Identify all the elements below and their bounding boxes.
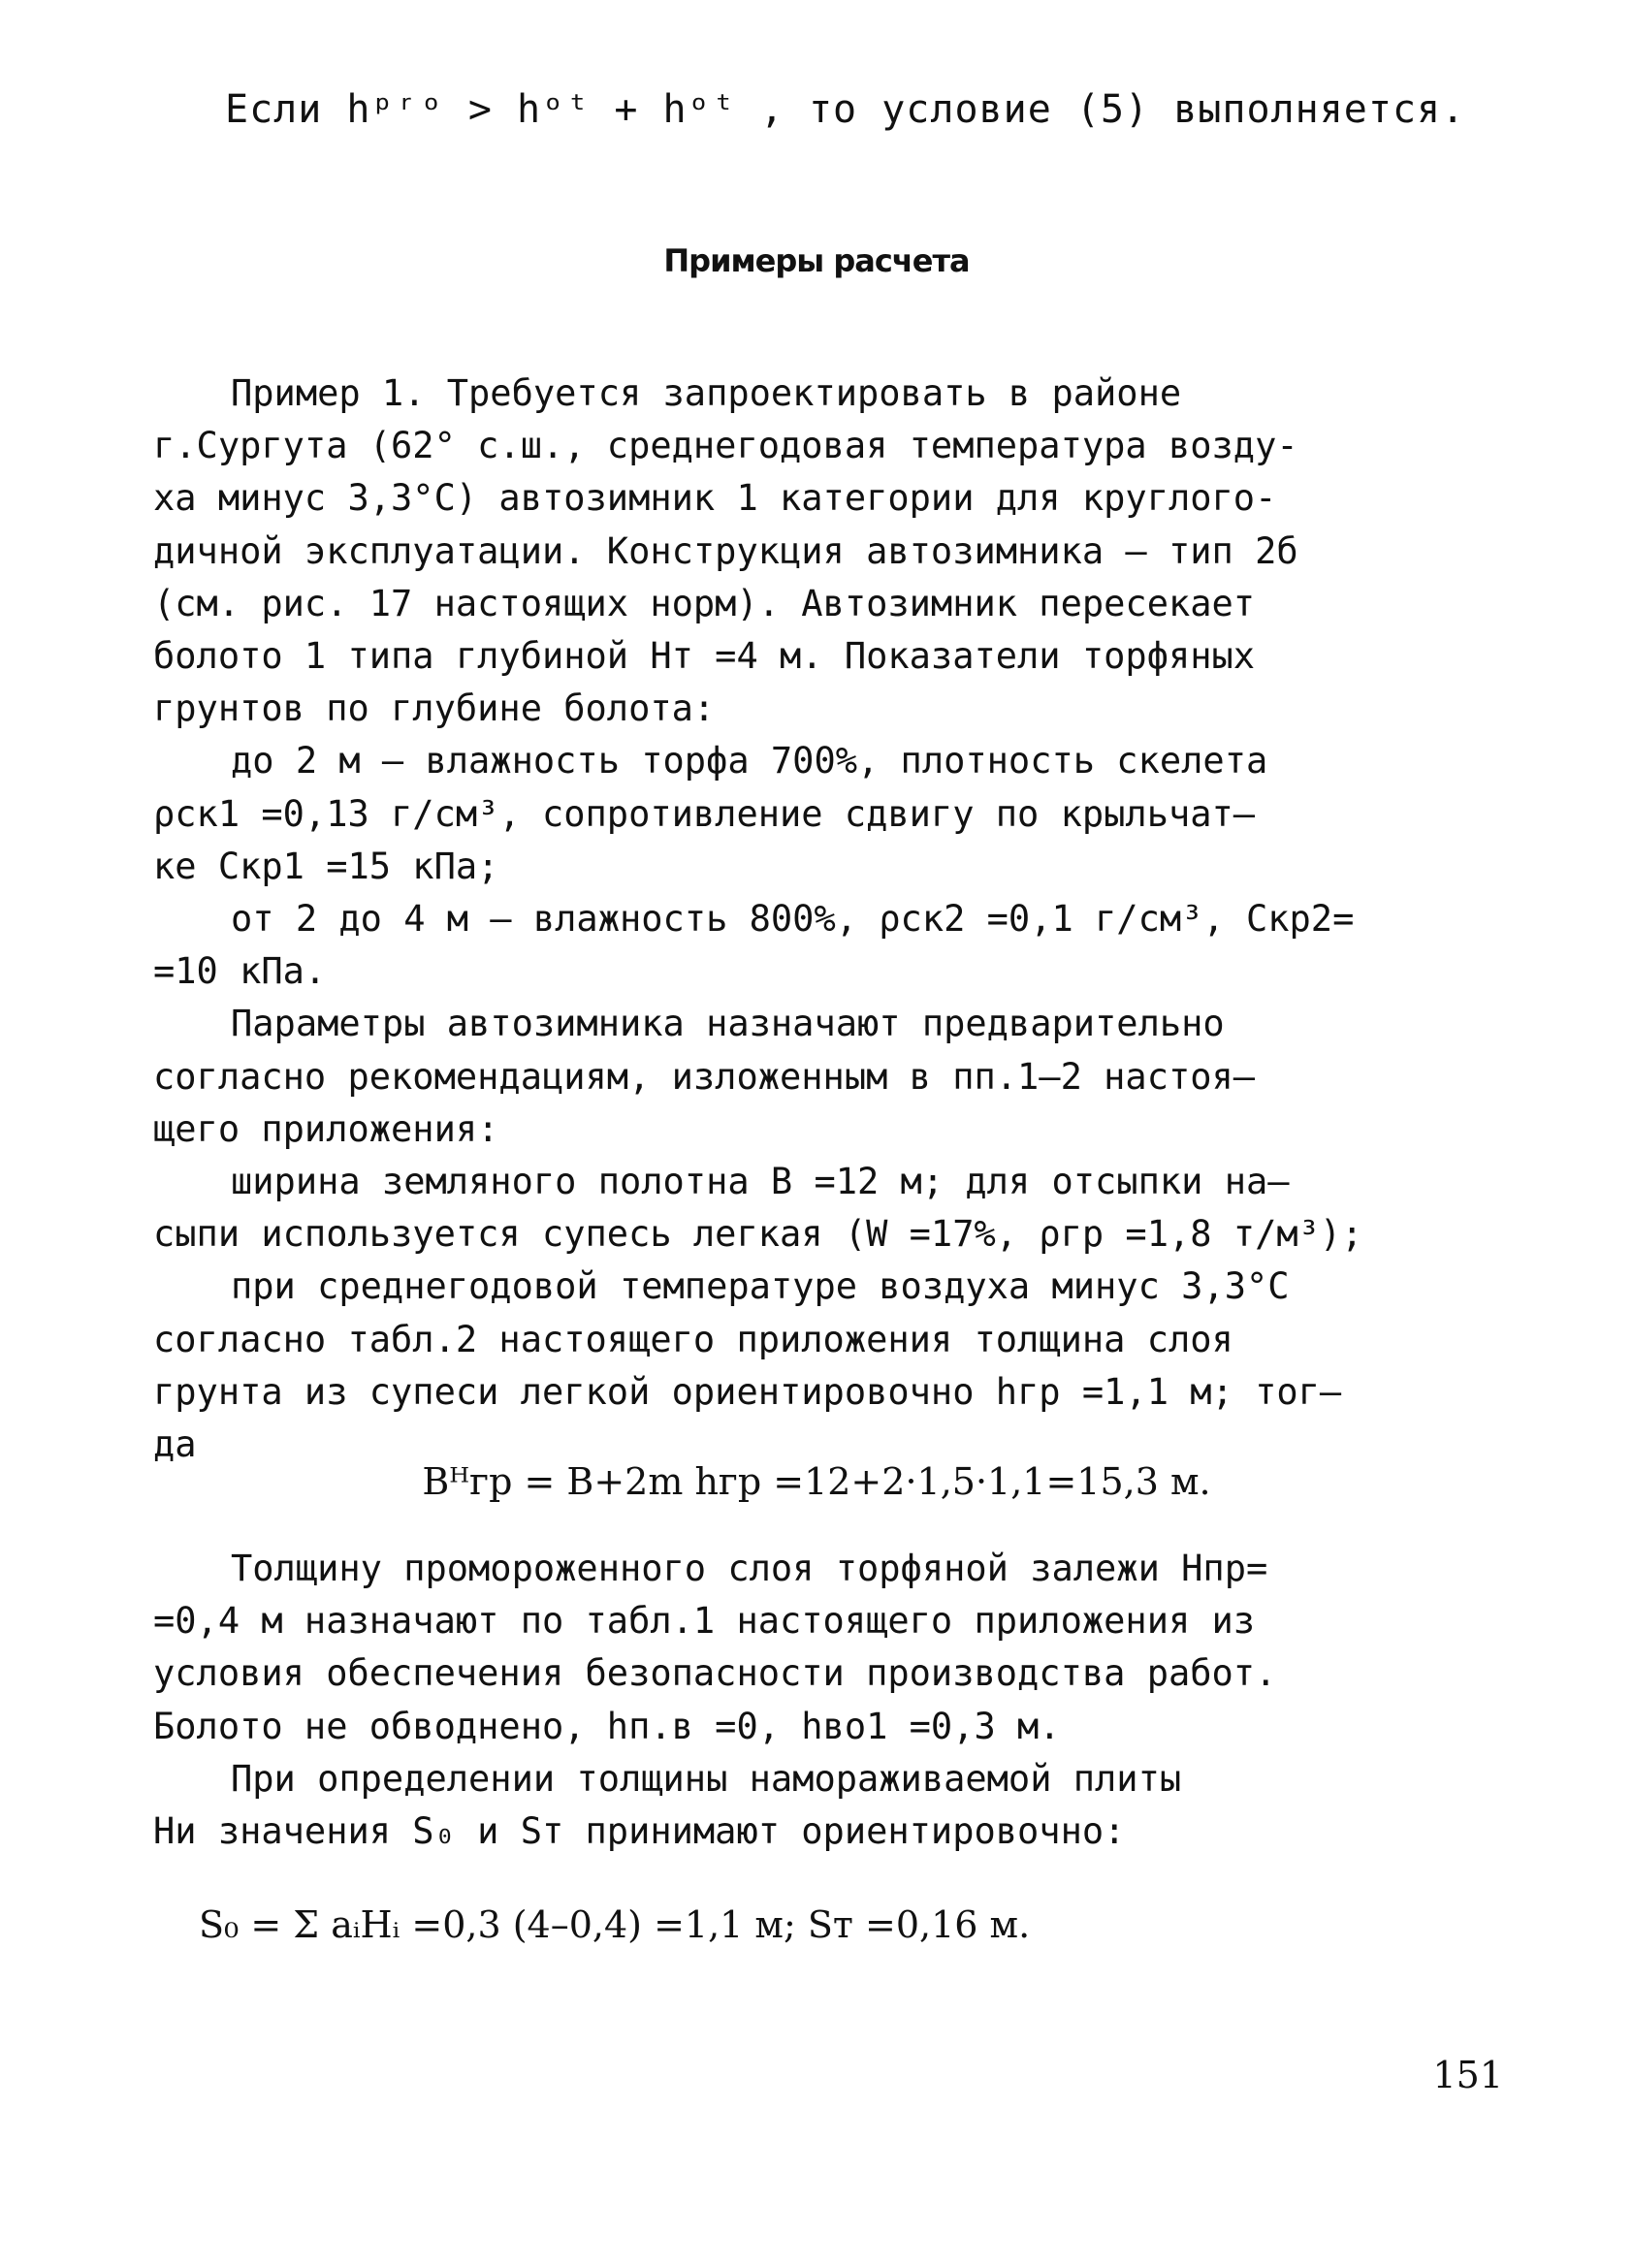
text-line: ха минус 3,3°С) автозимник 1 категории для круглого- xyxy=(153,477,1277,520)
page-number: 151 xyxy=(1432,2054,1503,2096)
text-line: болото 1 типа глубиной Hт =4 м. Показатели торфяных xyxy=(153,635,1256,677)
text-line: при среднегодовой температуре воздуха минус 3,3°С xyxy=(231,1265,1290,1308)
text-line: Пример 1. Требуется запроектировать в районе xyxy=(231,372,1182,414)
text-line: =10 кПа. xyxy=(153,950,327,993)
text-line: от 2 до 4 м – влажность 800%, ρск2 =0,1 г/см³, Скр2= xyxy=(231,898,1355,940)
text-line: грунта из супеси легкой ориентировочно hгр =1,1 м; тог– xyxy=(153,1370,1342,1413)
text-line: ке Скр1 =15 кПа; xyxy=(153,845,499,887)
text-line: сыпи используется супесь легкая (W =17%, ρгр =1,8 т/м³); xyxy=(153,1213,1363,1256)
text-line: =0,4 м назначают по табл.1 настоящего приложения из xyxy=(153,1600,1256,1643)
section-heading: Примеры расчета xyxy=(663,242,970,279)
text-line: г.Сургута (62° с.ш., среднегодовая температура возду- xyxy=(153,425,1298,467)
text-line: Толщину промороженного слоя торфяной залежи Hпр= xyxy=(231,1548,1268,1589)
formula-width-line: Bᴴгр = B+2m hгр =12+2·1,5·1,1=15,3 м. xyxy=(422,1460,1211,1503)
text-line: согласно рекомендациям, изложенным в пп.1–2 настоя– xyxy=(153,1055,1256,1098)
text-line: (см. рис. 17 настоящих норм). Автозимник пересекает xyxy=(153,582,1256,624)
text-line: Болото не обводнено, hп.в =0, hво1 =0,3 м. xyxy=(153,1705,1061,1747)
formula-s0-line: S₀ = Σ aᵢHᵢ =0,3 (4–0,4) =1,1 м; Sт =0,16 м. xyxy=(199,1903,1031,1946)
text-line: согласно табл.2 настоящего приложения толщина слоя xyxy=(153,1318,1233,1360)
text-line: Параметры автозимника назначают предварительно xyxy=(231,1003,1225,1045)
condition-line: Если hᵖʳᵒ > hᵒᵗ + hᵒᵗ , то условие (5) выполняется. xyxy=(225,87,1466,132)
text-line: да xyxy=(153,1423,197,1465)
text-line: При определении толщины намораживаемой плиты xyxy=(231,1757,1182,1800)
text-line: ширина земляного полотна В =12 м; для отсыпки на– xyxy=(231,1161,1290,1202)
text-line: до 2 м – влажность торфа 700%, плотность скелета xyxy=(231,740,1268,783)
text-line: грунтов по глубине болота: xyxy=(153,687,716,730)
text-line: ρск1 =0,13 г/см³, сопротивление сдвигу по крыльчат– xyxy=(153,792,1256,835)
text-line: Hи значения S₀ и Sт принимают ориентировочно: xyxy=(153,1810,1126,1852)
text-line: условия обеспечения безопасности производства работ. xyxy=(153,1652,1277,1695)
text-line: щего приложения: xyxy=(153,1107,499,1150)
text-line: дичной эксплуатации. Конструкция автозимника – тип 2б xyxy=(153,529,1298,572)
